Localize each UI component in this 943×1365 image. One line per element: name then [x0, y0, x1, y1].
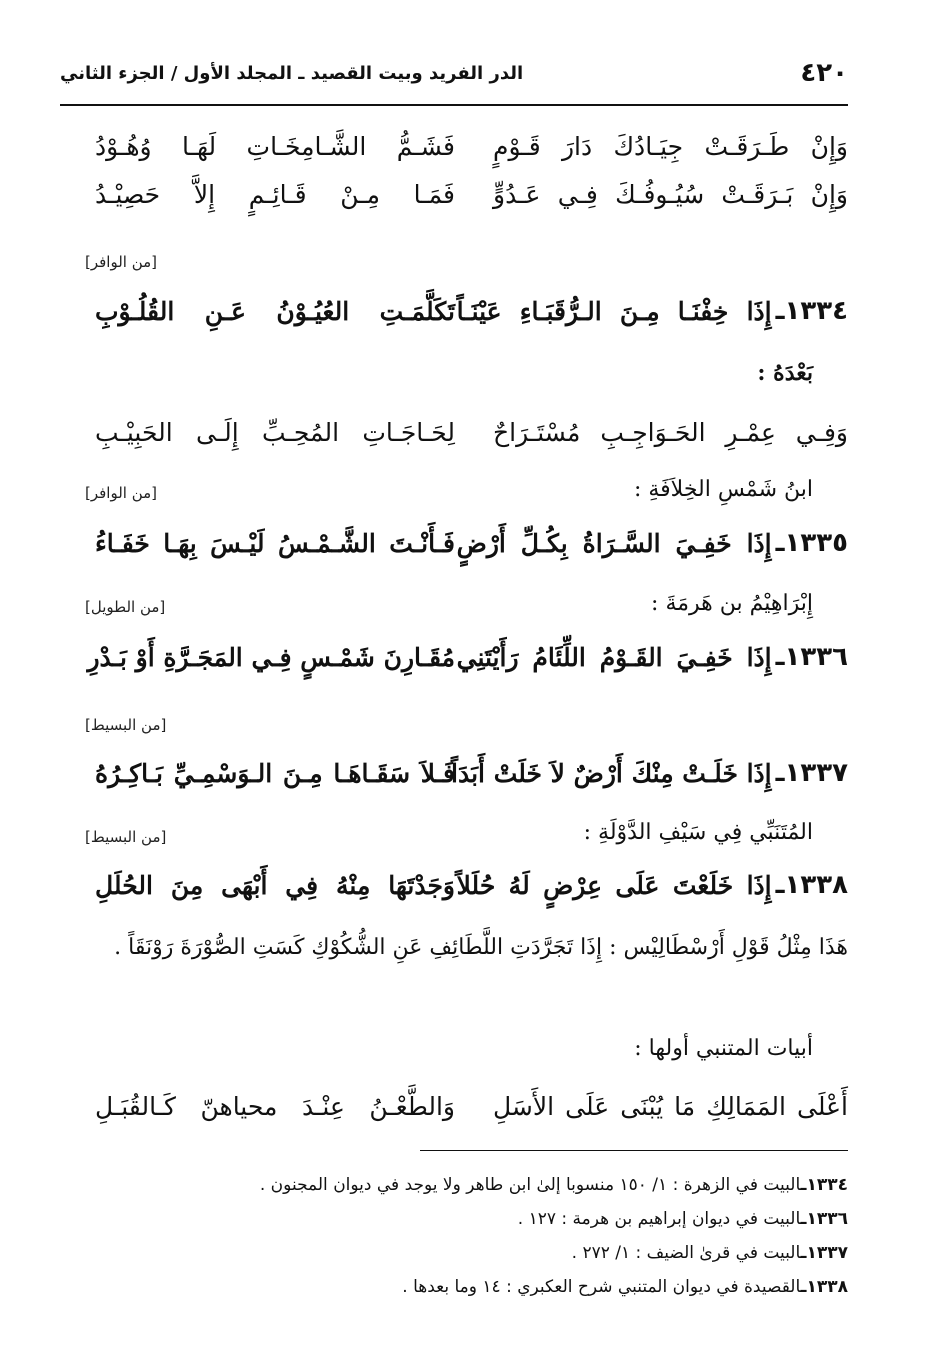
hemistich-second: مُقَـارِنَ شَمْـسٍ فِـي المَجَـرَّةِ أَوْ بَـدْرِ — [87, 642, 455, 672]
footnote-number: ١٣٣٦ـ — [800, 1209, 848, 1229]
intro-line: أبيات المتنبي أولها : — [634, 1036, 813, 1061]
hemistich-first: إِذَا خَلَعْتَ عَلَى عِرْضٍ لَهُ حُلَلاً — [456, 870, 772, 900]
footnote-number: ١٣٣٨ـ — [800, 1277, 848, 1297]
meter-label: [من البسيط] — [85, 716, 167, 734]
verse-1337 — [95, 758, 848, 788]
verse-number: ١٣٣٦ـ — [775, 642, 848, 672]
intro-line: إِبْرَاهِيْمُ بن هَرمَةَ : — [651, 591, 813, 616]
footnote — [60, 1270, 848, 1304]
footnotes — [60, 1168, 848, 1304]
meter-label: [من البسيط] — [85, 828, 167, 846]
hemistich-second: فَمَـا مِـنْ قَـائِـمٍ إِلاَّ حَصِيْـدُ — [95, 180, 455, 209]
hemistich-second: وَجَدْتَهَا مِنْهُ فِي أَبْهَى مِنَ الحُلَلِ — [95, 870, 455, 900]
verse-line — [95, 418, 848, 447]
verse-line — [95, 132, 848, 161]
page-number: ٤٢٠ — [800, 58, 848, 88]
intro-line: بَعْدَهُ : — [757, 360, 813, 386]
hemistich-second: وَالطَّعْـنُ عِنْـدَ محياهنّ كَـالقُبَـلِ — [95, 1092, 455, 1121]
hemistich-first: إِذَا خَفِـيَ السَّـرَاةُ بِكُـلِّ أَرْضٍ — [456, 528, 772, 558]
footnote-rule — [420, 1150, 848, 1151]
hemistich-first: إِذَا خَلَـتْ مِنْكَ أَرْضٌ لاَ خَلَتْ أَبَدَاً — [451, 758, 772, 788]
hemistich-first: وَإِنْ بَـرَقَـتْ سُيُـوفُـكَ فِـي عَـدُوٍّ — [493, 180, 848, 209]
verse-number: ١٣٣٥ـ — [775, 528, 848, 558]
verse-number: ١٣٣٧ـ — [775, 758, 848, 788]
verse-1334 — [95, 296, 848, 326]
verse-number: ١٣٣٤ـ — [775, 296, 848, 326]
hemistich-second: فَشَـمُّ الشَّـامِخَـاتِ لَهَـا وُهُـوْدُ — [95, 132, 455, 161]
footnote-text: البيت في قرىٰ الضيف : ١/ ٢٧٢ . — [571, 1243, 801, 1263]
hemistich-first: وَإِنْ طَـرَقَـتْ جِيَـادُكَ دَارَ قَـوْمٍ — [493, 132, 848, 161]
running-head: الدر الفريد وبيت القصيد ـ المجلد الأول / الجزء الثاني — [60, 62, 524, 84]
footnote-number: ١٣٣٤ـ — [800, 1175, 848, 1195]
hemistich-first: وَفِـي عِمْـرِ الحَـوَاجِـبِ مُسْتَـرَاحٌ — [493, 418, 848, 447]
verse-line — [95, 1092, 848, 1121]
footnote-text: البيت في ديوان إبراهيم بن هرمة : ١٢٧ . — [517, 1209, 801, 1229]
verse-1338 — [95, 870, 848, 900]
meter-label: [من الطويل] — [85, 598, 166, 616]
commentary-paragraph: هَذَا مِثْلُ قَوْلِ أَرْسْطَالِيْس : إِذَا تَجَرَّدَتِ اللَّطَائِفِ عَنِ الشُّكُوْكِ كَسَتِ الصُّوْرَةَ رَوْنَقَاً . — [114, 935, 848, 960]
meter-label: [من الوافر] — [85, 253, 158, 271]
verse-line — [95, 180, 848, 209]
footnote-number: ١٣٣٧ـ — [800, 1243, 848, 1263]
hemistich-second: فَـلاَ سَقَـاهَـا مِـنَ الـوَسْمِـيِّ بَـاكِـرُهُ — [95, 758, 455, 788]
footnote — [60, 1168, 848, 1202]
footnote — [60, 1202, 848, 1236]
verse-1335 — [95, 528, 848, 558]
verse-1336 — [87, 642, 848, 672]
hemistich-second: فَـأَنْـتَ الشَّـمْـسُ لَيْـسَ بِهَـا خَفَـاءُ — [95, 528, 455, 558]
footnote-text: القصيدة في ديوان المتنبي شرح العكبري : ١٤ وما بعدها . — [402, 1277, 801, 1297]
footnote-text: البيت في الزهرة : ١/ ١٥٠ منسوبا إلىٰ ابن طاهر ولا يوجد في ديوان المجنون . — [259, 1175, 801, 1195]
hemistich-second: لِحَـاجَـاتِ المُحِـبِّ إِلَـى الحَبِيْـبِ — [95, 418, 455, 447]
hemistich-second: تَكَلَّمَـتِ العُيُـوْنُ عَـنِ القُلُـوْبِ — [95, 296, 455, 326]
page-header — [60, 58, 848, 88]
footnote — [60, 1236, 848, 1270]
hemistich-first: إِذَا خَفِـيَ القَـوْمُ اللِّئَامُ رَأَيْتَنِي — [456, 642, 772, 672]
hemistich-first: إِذَا خِفْنَـا مِـنَ الـرُّقَبَـاءِ عَيْنَـاً — [456, 296, 772, 326]
hemistich-first: أَعْلَى المَمَالِكِ مَا يُبْنَى عَلَى الأَسَلِ — [493, 1092, 848, 1121]
header-rule — [60, 104, 848, 106]
intro-line: ابنُ شَمْسِ الخِلاَفَةِ : — [633, 477, 813, 502]
verse-number: ١٣٣٨ـ — [775, 870, 848, 900]
meter-label: [من الوافر] — [85, 484, 158, 502]
intro-line: المُتَنَبِّي فِي سَيْفِ الدَّوْلَةِ : — [583, 820, 813, 845]
